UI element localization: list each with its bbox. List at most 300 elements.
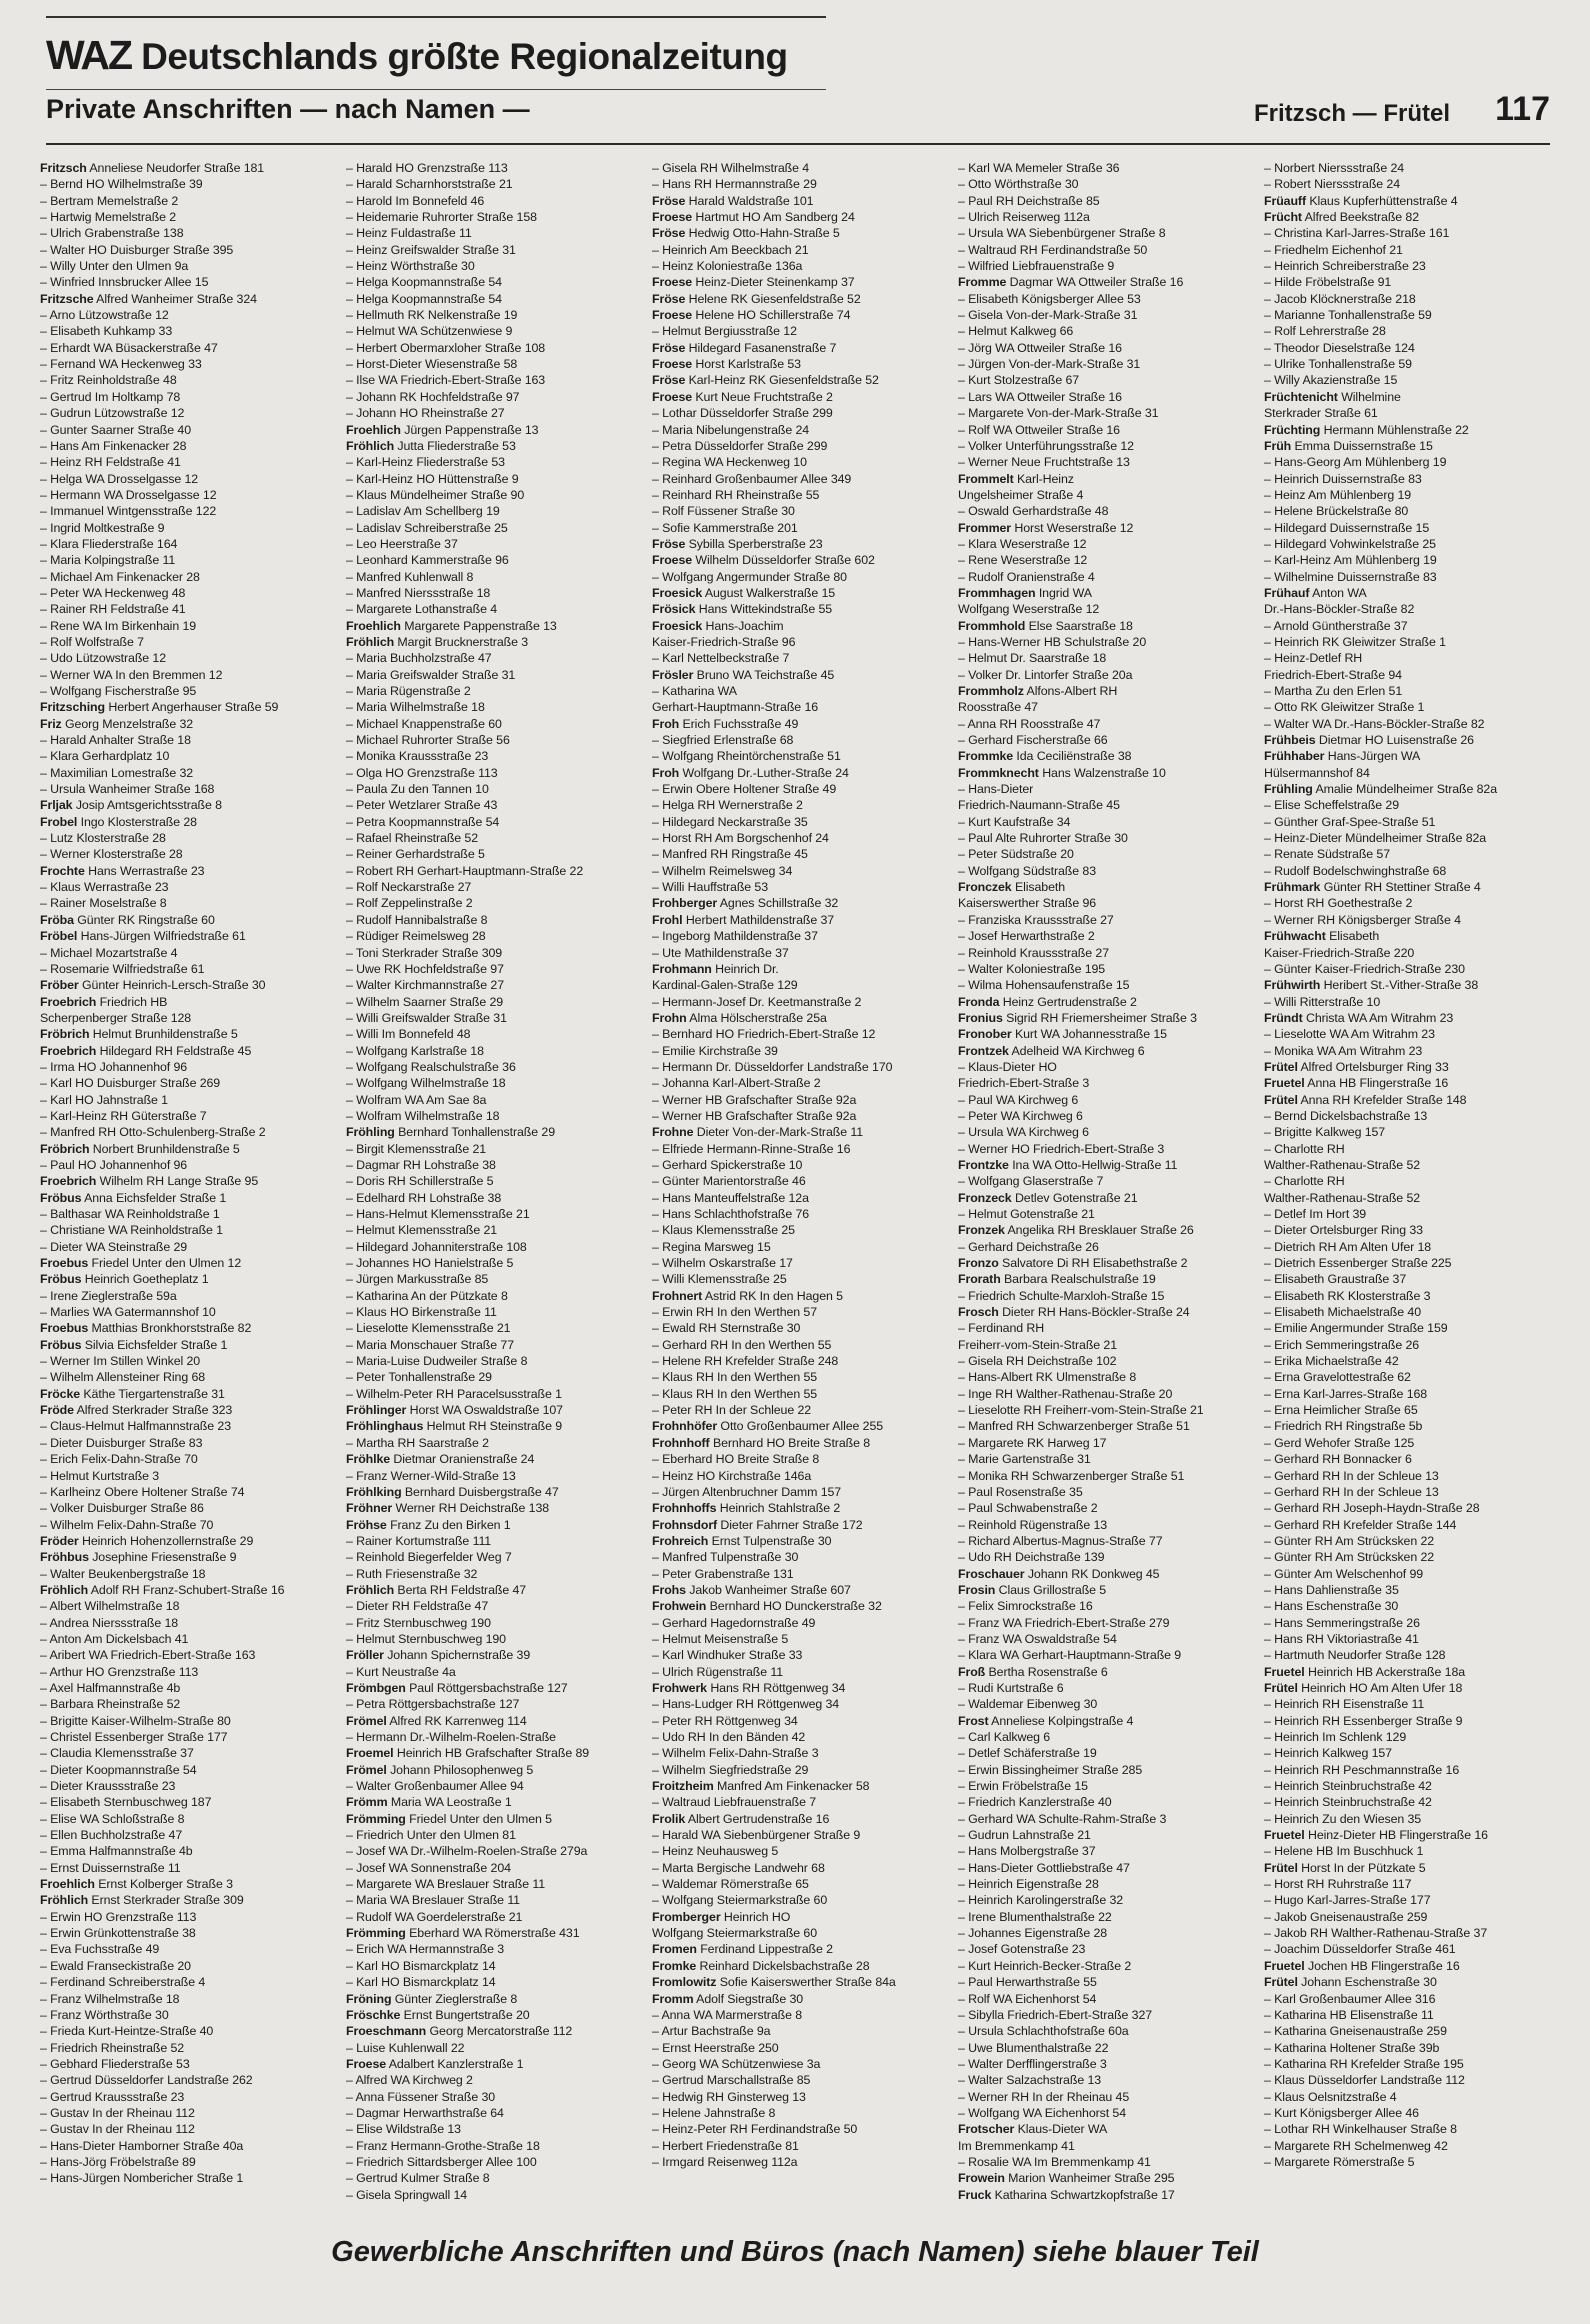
directory-entry [1264,2121,1560,2137]
entry-text: – Lothar RH Winkelhauser Straße 8 [1264,2122,1457,2137]
entry-text: – Günter Marientorstraße 46 [652,1174,806,1189]
directory-entry [652,585,948,601]
entry-text: – Hans-Dieter Gottliebstraße 47 [958,1860,1130,1875]
entry-text: – Gerhard RH In der Schleue 13 [1264,1484,1439,1499]
entry-text: – Gerhard RH Joseph-Haydn-Straße 28 [1264,1501,1480,1516]
entry-text: – Detlef Schäferstraße 19 [958,1746,1097,1761]
entry-text: – Katharina WA [652,684,737,698]
directory-entry [652,1255,948,1271]
directory-entry [958,2040,1254,2056]
directory-entry [1264,1582,1560,1598]
directory-entry [958,1092,1254,1108]
entry-text: Margit Brucknerstraße 3 [397,634,529,649]
directory-entry [1264,1843,1560,1859]
directory-entry [652,1892,948,1908]
directory-entry [1264,2007,1560,2023]
entry-text: – Ernst Duissernstraße 11 [40,1860,181,1875]
directory-entry [652,1533,948,1549]
entry-text: – Irmgard Reisenweg 112a [652,2154,798,2169]
entry-text: Werner RH Deichstraße 138 [395,1501,550,1516]
entry-text: – Elisabeth Graustraße 37 [1264,1272,1407,1287]
entry-text: – Olga HO Grenzstraße 113 [346,765,498,780]
directory-entry [652,1173,948,1189]
entry-text: – Wolfgang Angermunder Straße 80 [652,569,847,584]
entry-surname: Frommknecht [958,765,1039,780]
entry-surname: Fröse [652,226,686,241]
entry-text: – Jürgen Markusstraße 85 [346,1272,489,1287]
directory-entry [346,1435,642,1451]
entry-text: – Heinz Neuhausweg 5 [652,1844,779,1859]
directory-entry [346,307,642,323]
directory-entry [1264,1353,1560,1369]
entry-text: – Hans-Jörg Fröbelstraße 89 [40,2154,196,2169]
entry-text: – Dagmar RH Lohstraße 38 [346,1157,496,1172]
entry-text: – Peter RH Röttgenweg 34 [652,1713,798,1728]
directory-entry [40,2056,336,2072]
directory-entry [346,732,642,748]
entry-surname: Froese [652,389,693,404]
entry-text: – Hildegard Johanniterstraße 108 [346,1239,527,1254]
entry-text: – Maria Kolpingstraße 11 [40,553,176,568]
directory-entry [346,1500,642,1516]
entry-text: – Friedrich Sittardsberger Allee 100 [346,2154,537,2169]
entry-surname: Frömm [346,1795,388,1810]
entry-text: – Margarete Lothanstraße 4 [346,602,497,617]
directory-entry [40,1500,336,1516]
entry-text: – Horst RH Goethestraße 2 [1264,896,1413,911]
entry-text: – Karl HO Bismarckplatz 14 [346,1975,496,1990]
section-title: Private Anschriften — nach Namen — [46,94,530,124]
directory-entry [652,438,948,454]
entry-text: – Heinrich RH Essenberger Straße 9 [1264,1713,1463,1728]
entry-text: – Gerhard Hagedornstraße 49 [652,1615,816,1630]
entry-text: – Walter Salzachstraße 13 [958,2073,1102,2088]
entry-text: – Hans Am Finkenacker 28 [40,438,187,453]
entry-text: – Kurt Neustraße 4a [346,1664,456,1679]
directory-entry [1264,1925,1560,1941]
entry-text: – Maria Rügenstraße 2 [346,684,471,698]
directory-entry [346,2089,642,2105]
directory-entry [1264,307,1560,323]
directory-entry [1264,1108,1560,1124]
directory-entry [1264,1500,1560,1516]
entry-text: – Hans Molbergstraße 37 [958,1844,1096,1859]
entry-text: – Klara Weserstraße 12 [958,536,1087,551]
entry-text: Manfred Am Finkenacker 58 [717,1779,870,1794]
directory-entry [652,471,948,487]
entry-text: – Rüdiger Reimelsweg 28 [346,929,486,944]
entry-text: – Maria Nibelungenstraße 24 [652,422,810,437]
entry-surname: Froschauer [958,1566,1025,1581]
entry-surname: Fröder [40,1533,79,1548]
entry-text: – Horst-Dieter Wiesenstraße 58 [346,357,518,372]
directory-entry [1264,323,1560,339]
entry-surname: Froemel [346,1746,394,1761]
entry-text: Käthe Tiergartenstraße 31 [83,1386,225,1401]
entry-surname: Frütel [1264,1059,1298,1074]
entry-text: – Hildegard Neckarstraße 35 [652,814,808,829]
directory-entry [1264,1304,1560,1320]
entry-surname: Fruck [958,2187,992,2202]
entry-text: – Erna Karl-Jarres-Straße 168 [1264,1386,1428,1401]
directory-entry [652,781,948,797]
directory-entry [958,372,1254,388]
directory-entry [346,1206,642,1222]
directory-entry [958,2056,1254,2072]
entry-text: Detlev Gotenstraße 21 [1014,1190,1138,1205]
entry-text: – Rosemarie Wilfriedstraße 61 [40,961,205,976]
directory-entry [40,1974,336,1990]
directory-entry [40,1451,336,1467]
entry-surname: Fröbel [40,929,78,944]
directory-entry [1264,552,1560,568]
directory-entry [958,160,1254,176]
directory-entry [652,830,948,846]
directory-entry [40,569,336,585]
entry-text: Kaiser-Friedrich-Straße 220 [1264,945,1415,960]
entry-text: – Leo Heerstraße 37 [346,536,458,551]
directory-entry [346,405,642,421]
entry-text: – Paul Alte Ruhrorter Straße 30 [958,831,1128,846]
directory-entry [958,1566,1254,1582]
entry-text: – Wolfgang Rheintörchenstraße 51 [652,749,841,764]
directory-entry [346,667,642,683]
entry-text: – Helmut Kalkweg 66 [958,324,1074,339]
entry-text: – Gerhard Spickerstraße 10 [652,1157,803,1172]
entry-text: – Andrea Nierssstraße 18 [40,1615,179,1630]
entry-text: – Helmut Klemensstraße 21 [346,1223,498,1238]
directory-entry [346,1778,642,1794]
entry-text: – Gustav In der Rheinau 112 [40,2122,195,2137]
entry-text: Hermann Mühlenstraße 22 [1323,422,1469,437]
directory-entry [40,1925,336,1941]
directory-entry [1264,503,1560,519]
entry-text: – Hermann WA Drosselgasse 12 [40,487,217,502]
entry-text: – Helene RH Krefelder Straße 248 [652,1354,839,1369]
entry-text: – Heinz Fuldastraße 11 [346,226,472,241]
directory-entry [40,1941,336,1957]
entry-text: Alfred Wanheimer Straße 324 [96,291,257,306]
directory-entry [958,814,1254,830]
entry-text: – Martha Zu den Erlen 51 [1264,684,1403,698]
entry-surname: Friz [40,716,62,731]
directory-entry [1264,2089,1560,2105]
directory-entry [1264,2138,1560,2154]
entry-text: – Josef Herwarthstraße 2 [958,929,1095,944]
directory-entry [40,471,336,487]
directory-entry [346,1075,642,1091]
entry-text: – Franz Hermann-Grothe-Straße 18 [346,2138,540,2153]
entry-surname: Frommer [958,520,1012,535]
entry-text: – Christiane WA Reinholdstraße 1 [40,1223,223,1238]
directory-entry [1264,258,1560,274]
entry-text: – Karl-Heinz HO Hüttenstraße 9 [346,471,519,486]
directory-entry [346,2187,642,2203]
directory-entry [40,699,336,715]
entry-text: – Gerhard RH In der Schleue 13 [1264,1468,1439,1483]
entry-text: – Willi Klemensstraße 25 [652,1272,787,1287]
directory-entry [40,1026,336,1042]
directory-entry [40,193,336,209]
entry-text: – Katharina Gneisenaustraße 259 [1264,2024,1447,2039]
directory-entry [652,699,948,715]
entry-text: Emma Duissernstraße 15 [1294,438,1433,453]
directory-entry [958,1402,1254,1418]
entry-text: – Ladislav Am Schellberg 19 [346,504,500,519]
directory-entry [958,1190,1254,1206]
entry-text: – Fritz Sternbuschweg 190 [346,1615,491,1630]
entry-text: Ernst Bungertstraße 20 [403,2007,530,2022]
entry-text: – Wilhelm Felix-Dahn-Straße 3 [652,1746,819,1761]
directory-entry [652,372,948,388]
entry-text: – Albert Wilhelmstraße 18 [40,1599,180,1614]
directory-entry [346,160,642,176]
entry-text: – Fernand WA Heckenweg 33 [40,357,202,372]
directory-entry [652,1320,948,1336]
entry-surname: Fruetel [1264,1076,1305,1091]
entry-text: Matthias Bronkhorststraße 82 [91,1321,252,1336]
entry-text: Günter Heinrich-Lersch-Straße 30 [82,978,266,993]
entry-text: – Karl-Heinz RH Güterstraße 7 [40,1108,207,1123]
entry-text: – Erich Semmeringstraße 26 [1264,1337,1420,1352]
directory-entry [958,2023,1254,2039]
entry-text: – Karl HO Duisburger Straße 269 [40,1076,221,1091]
entry-text: – Hans RH Viktoriastraße 41 [1264,1631,1419,1646]
directory-entry [652,1484,948,1500]
entry-text: – Elisabeth Sternbuschweg 187 [40,1795,212,1810]
directory-entry [652,618,948,634]
directory-entry [1264,863,1560,879]
entry-text: – Hilde Fröbelstraße 91 [1264,275,1392,290]
entry-surname: Froesick [652,618,703,633]
directory-entry [958,2007,1254,2023]
directory-entry [652,2138,948,2154]
entry-text: – Friedrich Rheinstraße 52 [40,2040,185,2055]
directory-entry [346,1320,642,1336]
directory-entry [346,1418,642,1434]
directory-entry [346,2105,642,2121]
directory-entry [1264,1680,1560,1696]
directory-entry [1264,340,1560,356]
directory-entry [40,520,336,536]
directory-entry [346,2056,642,2072]
directory-entry [958,487,1254,503]
directory-entry [1264,2023,1560,2039]
entry-surname: Fröhlich [346,634,395,649]
directory-entry [958,1320,1254,1336]
entry-text: – Rudolf WA Goerdelerstraße 21 [346,1909,523,1924]
entry-text: – Maria Wilhelmstraße 18 [346,700,485,715]
directory-entry [346,1304,642,1320]
directory-entry [1264,1794,1560,1810]
entry-text: – Heidemarie Ruhrorter Straße 158 [346,210,537,225]
entry-text: – Erwin HO Grenzstraße 113 [40,1909,197,1924]
directory-entry [40,1892,336,1908]
directory-entry [40,585,336,601]
directory-entry [346,438,642,454]
entry-text: – Margarete RH Schelmenweg 42 [1264,2138,1448,2153]
entry-text: – Rainer Moselstraße 8 [40,896,167,911]
entry-surname: Froh [652,716,680,731]
entry-text: – Wilhelm Siegfriedstraße 29 [652,1762,809,1777]
directory-entry [652,683,948,699]
directory-entry [1264,1729,1560,1745]
directory-entry [958,1843,1254,1859]
entry-text: – Hans-Helmut Klemensstraße 21 [346,1207,530,1221]
entry-text: – Marta Bergische Landwehr 68 [652,1860,825,1875]
entry-text: – Werner WA In den Bremmen 12 [40,667,223,682]
directory-entry [346,1337,642,1353]
entry-text: Heribert St.-Vither-Straße 38 [1323,978,1479,993]
entry-text: – Waltraud RH Ferdinandstraße 50 [958,242,1148,257]
directory-entry [346,1222,642,1238]
directory-entry [40,1157,336,1173]
directory-entry [40,1843,336,1859]
entry-text: – Günther Graf-Spee-Straße 51 [1264,814,1436,829]
entry-text: Sterkrader Straße 61 [1264,406,1378,421]
entry-surname: Froese [346,2056,387,2071]
entry-text: – Franz Wörthstraße 30 [40,2007,169,2022]
directory-entry [1264,1010,1560,1026]
directory-entry [958,928,1254,944]
entry-text: Dagmar WA Ottweiler Straße 16 [1009,275,1184,290]
entry-text: – Friedrich RH Ringstraße 5b [1264,1419,1423,1434]
directory-entry [346,1566,642,1582]
entry-text: – Ewald RH Sternstraße 30 [652,1321,801,1336]
entry-text: – Heinz HO Kirchstraße 146a [652,1468,812,1483]
directory-entry [40,274,336,290]
directory-entry [652,340,948,356]
directory-entry [346,1664,642,1680]
entry-text: Bernhard Duisbergstraße 47 [404,1484,559,1499]
directory-entry [1264,1402,1560,1418]
entry-text: – Walter WA Dr.-Hans-Böckler-Straße 82 [1264,716,1485,731]
entry-surname: Frütel [1264,1975,1298,1990]
directory-entry [958,323,1254,339]
entry-text: – Karl Großenbaumer Allee 316 [1264,1991,1436,2006]
directory-entry [346,1010,642,1026]
directory-entry [652,274,948,290]
entry-text: – Bertram Memelstraße 2 [40,193,179,208]
directory-entry [1264,372,1560,388]
entry-text: – Gudrun Lützowstraße 12 [40,406,185,421]
entry-text: Alfred RK Karrenweg 114 [389,1713,527,1728]
entry-text: – Wolfram Wilhelmstraße 18 [346,1108,500,1123]
entry-text: – Ruth Friesenstraße 32 [346,1566,478,1581]
entry-surname: Fromen [652,1942,697,1957]
entry-text: – Michael Knappenstraße 60 [346,716,502,731]
directory-entry [1264,2056,1560,2072]
directory-entry [652,242,948,258]
newspaper-logo: WAZ [46,32,132,78]
entry-text: – Willi Ritterstraße 10 [1264,994,1381,1009]
entry-text: – Dieter Duisburger Straße 83 [40,1435,203,1450]
directory-entry [652,1239,948,1255]
directory-entry [346,176,642,192]
directory-entry [346,1239,642,1255]
directory-entry [958,1811,1254,1827]
directory-entry [958,1337,1254,1353]
directory-entry [652,291,948,307]
directory-entry [958,1500,1254,1516]
directory-entry [652,1369,948,1385]
entry-text: Sigrid RH Friemersheimer Straße 3 [1006,1010,1197,1025]
directory-entry [1264,797,1560,813]
directory-entry [1264,1517,1560,1533]
directory-entry [346,1941,642,1957]
directory-entry [346,1468,642,1484]
directory-entry [40,1255,336,1271]
directory-entry [652,650,948,666]
directory-entry [652,193,948,209]
entry-text: – Joachim Düsseldorfer Straße 461 [1264,1942,1456,1957]
directory-entry [40,1631,336,1647]
entry-text: Ernst Sterkrader Straße 309 [91,1893,244,1908]
entry-surname: Froese [652,275,693,290]
directory-entry [1264,1958,1560,1974]
directory-entry [346,846,642,862]
directory-entry [346,356,642,372]
entry-text: – Rudi Kurtstraße 6 [958,1680,1064,1695]
entry-text: – Waldemar Römerstraße 65 [652,1877,809,1892]
directory-entry [652,1010,948,1026]
entry-text: – Elise WA Schloßstraße 8 [40,1811,185,1826]
directory-entry [40,1566,336,1582]
directory-entry [1264,1664,1560,1680]
entry-text: – Ulrich Grabenstraße 138 [40,226,184,241]
directory-entry [40,1435,336,1451]
directory-entry [40,1288,336,1304]
entry-text: – Gerhard WA Schulte-Rahm-Straße 3 [958,1811,1167,1826]
directory-entry [958,1615,1254,1631]
directory-entry [958,1124,1254,1140]
entry-text: – Margarete Römerstraße 5 [1264,2154,1415,2169]
directory-entry [346,1108,642,1124]
directory-entry [652,2023,948,2039]
entry-text: – Heinrich Eigenstraße 28 [958,1877,1099,1892]
directory-entry [652,1991,948,2007]
entry-text: Walther-Rathenau-Straße 52 [1264,1157,1421,1172]
entry-text: – Hermann-Josef Dr. Keetmanstraße 2 [652,994,862,1009]
directory-columns [40,160,1560,2210]
directory-entry [652,667,948,683]
entry-text: – Birgit Klemensstraße 21 [346,1141,487,1156]
entry-text: – Peter Wetzlarer Straße 43 [346,798,498,813]
entry-surname: Froeschmann [346,2024,427,2039]
directory-entry [958,765,1254,781]
directory-entry [958,405,1254,421]
directory-entry [346,814,642,830]
entry-surname: Fründt [1264,1010,1303,1025]
entry-text: Alfons-Albert RH [1026,684,1118,698]
entry-text: Hülsermannshof 84 [1264,765,1370,780]
entry-text: – Lieselotte RH Freiherr-vom-Stein-Straße 21 [958,1403,1204,1418]
entry-text: – Margarete RK Harweg 17 [958,1435,1107,1450]
directory-entry [958,552,1254,568]
entry-text: Walther-Rathenau-Straße 52 [1264,1190,1421,1205]
directory-entry [346,699,642,715]
directory-entry [958,1010,1254,1026]
entry-text: – Hermann Dr. Düsseldorfer Landstraße 170 [652,1059,893,1074]
entry-text: – Dieter Kraussstraße 23 [40,1779,176,1794]
directory-entry [958,994,1254,1010]
directory-entry [346,585,642,601]
entry-text: – Peter Tonhallenstraße 29 [346,1370,492,1385]
entry-text: – Luise Kuhlenwall 22 [346,2040,465,2055]
entry-surname: Froß [958,1664,986,1679]
directory-entry [40,536,336,552]
directory-entry [958,1288,1254,1304]
